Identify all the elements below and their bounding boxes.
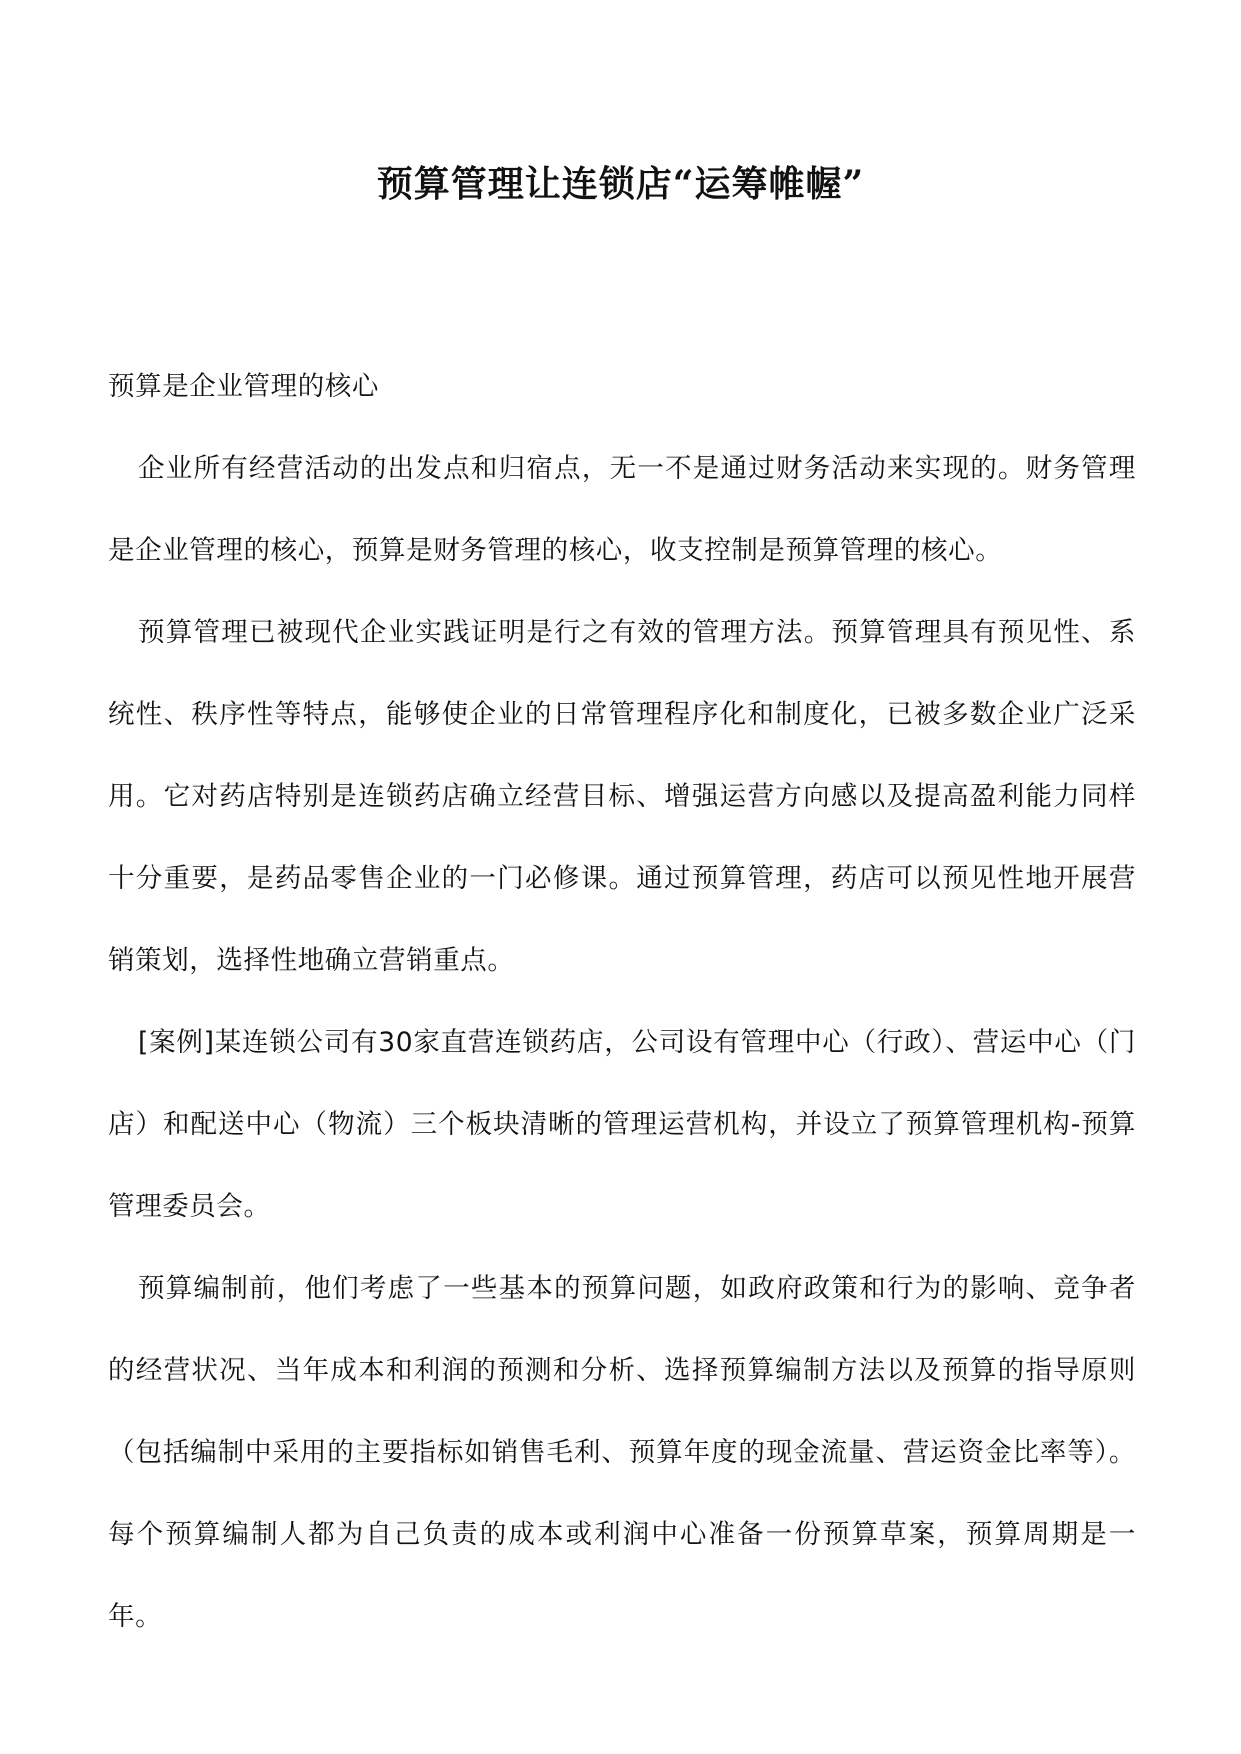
document-body: [108, 346, 1136, 1658]
body-paragraph: 企业所有经营活动的出发点和归宿点，无一不是通过财务活动来实现的。财务管理是企业管理的核心，预算是财务管理的核心，收支控制是预算管理的核心。: [108, 453, 1136, 566]
body-paragraph: 预算编制前，他们考虑了一些基本的预算问题，如政府政策和行为的影响、竞争者的经营状况、当年成本和利润的预测和分析、选择预算编制方法以及预算的指导原则（包括编制中采用的主要指标如销售毛利、预算年度的现金流量、营运资金比率等）。每个预算编制人都为自己负责的成本或利润中心准备一份预算草案，预算周期是一年。: [108, 1273, 1136, 1632]
section-heading: 预算是企业管理的核心: [108, 371, 379, 402]
body-paragraph: [案例]某连锁公司有30家直营连锁药店，公司设有管理中心（行政）、营运中心（门店）和配送中心（物流）三个板块清晰的管理运营机构，并设立了预算管理机构-预算管理委员会。: [108, 1027, 1136, 1222]
document-title: 预算管理让连锁店“运筹帷幄”: [376, 163, 865, 205]
body-paragraph: 预算管理已被现代企业实践证明是行之有效的管理方法。预算管理具有预见性、系统性、秩序性等特点，能够使企业的日常管理程序化和制度化，已被多数企业广泛采用。它对药店特别是连锁药店确立经营目标、增强运营方向感以及提高盈利能力同样十分重要，是药品零售企业的一门必修课。通过预算管理，药店可以预见性地开展营销策划，选择性地确立营销重点。: [108, 617, 1136, 976]
